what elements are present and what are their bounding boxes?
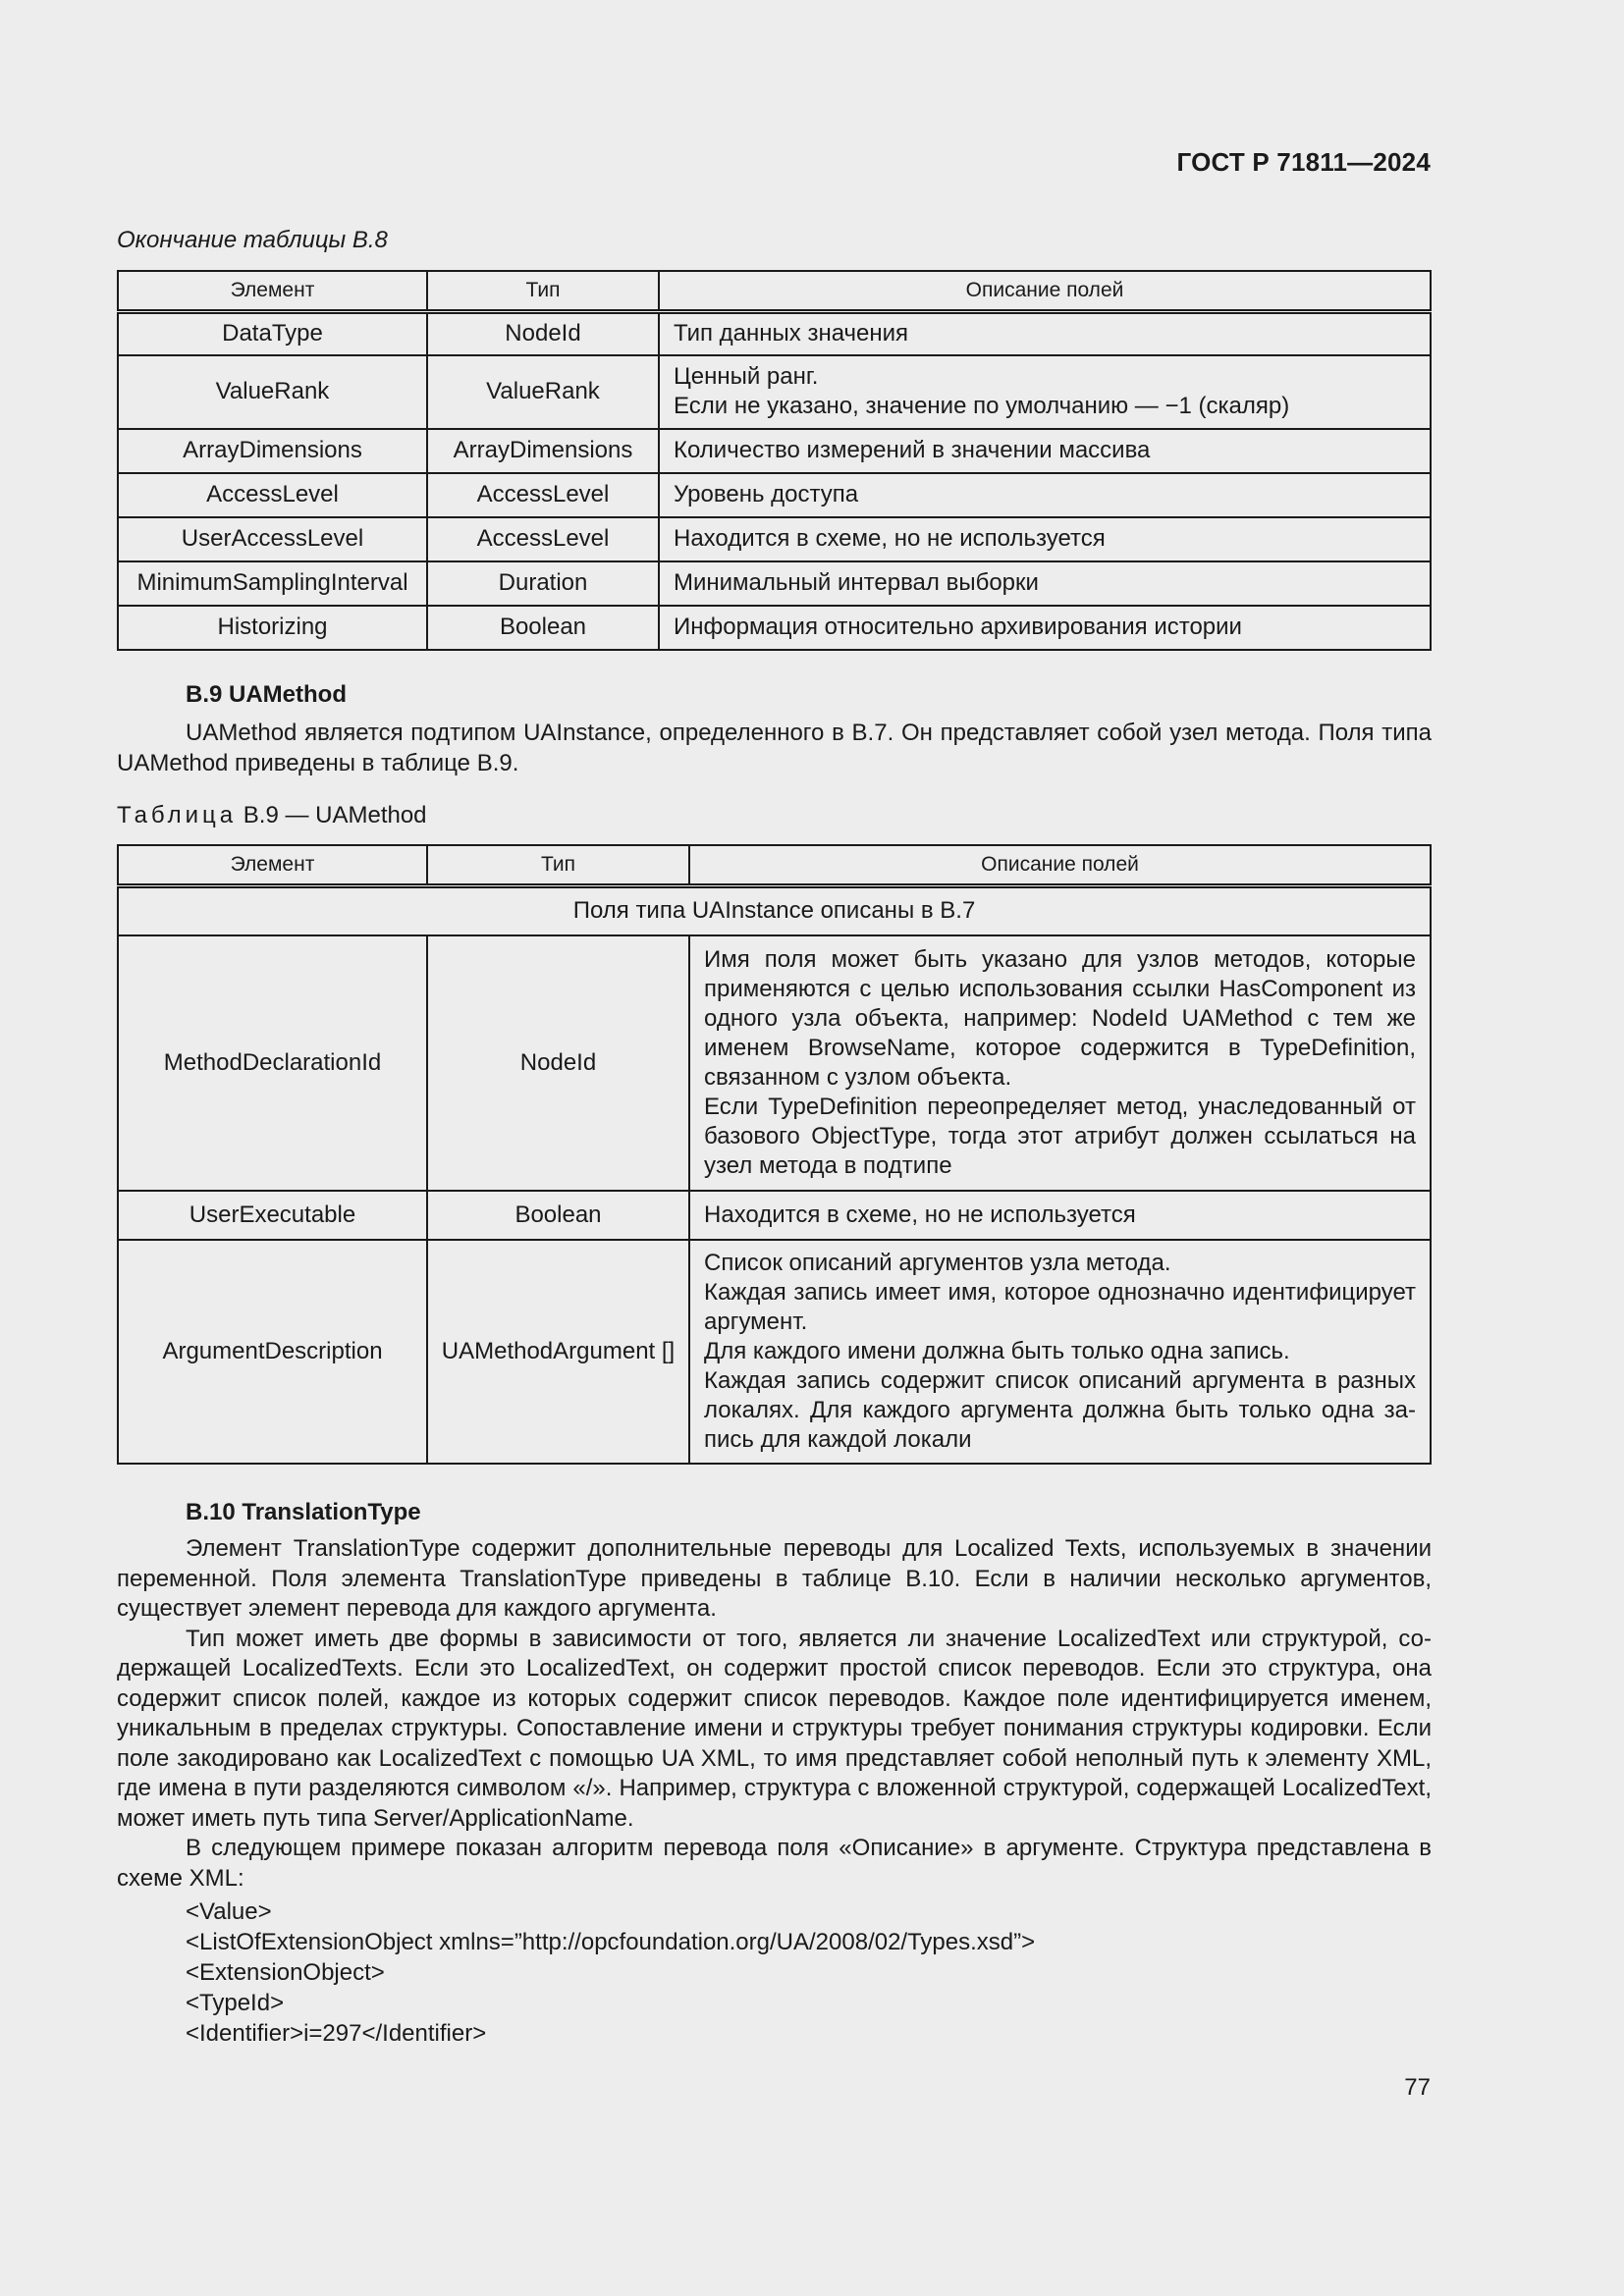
- column-header: Описание полей: [689, 845, 1431, 886]
- column-header: Тип: [427, 845, 689, 886]
- table-header-row: [118, 271, 1431, 312]
- standard-number: ГОСТ Р 71811—2024: [1176, 147, 1431, 177]
- section-paragraph: UAMethod является подтипом UAInstance, определенного в В.7. Он представляет собой узел метода. Поля типа UAMethod приведены в таблице В.9.: [117, 720, 1432, 776]
- column-header: Описание полей: [659, 271, 1431, 312]
- table-b8: [117, 270, 1432, 651]
- table-b8-caption: Окончание таблицы В.8: [117, 227, 388, 253]
- section-heading: В.10 TranslationType: [186, 1499, 421, 1525]
- table-b9: [117, 844, 1432, 1465]
- table-b9-caption: Таблица В.9 — UAMethod: [117, 802, 427, 828]
- section-heading: В.9 UAMethod: [186, 681, 347, 708]
- table-row: UserExecutable Boolean Находится в схеме, но не используется: [118, 1191, 1431, 1240]
- table-header-row: [118, 845, 1431, 886]
- table-row: ArrayDimensions ArrayDimensions Количество измерений в значении массива: [118, 429, 1431, 473]
- column-header: Элемент: [118, 271, 427, 312]
- table-row: ArgumentDescription UAMethodArgument [] Список описаний аргументов узла метода. Каждая запись имеет имя, которое однозначно идентифицирует аргумент. Для каждого имени должна быть только одна запись. Каждая запись содержит список описаний аргумента в разных локалях. Для каждого аргумента должна быть только одна запись для каждой локали: [118, 1240, 1431, 1464]
- table-row: DataType NodeId Тип данных значения: [118, 312, 1431, 355]
- table-row: UserAccessLevel AccessLevel Находится в схеме, но не используется: [118, 517, 1431, 561]
- table-row: MinimumSamplingInterval Duration Минимальный интервал выборки: [118, 561, 1431, 606]
- table-row: Historizing Boolean Информация относительно архивирования истории: [118, 606, 1431, 650]
- column-header: Тип: [427, 271, 659, 312]
- section-paragraphs: Элемент TranslationType содержит дополнительные переводы для Localized Texts, используемых в значении переменной. Поля элемента TranslationType приведены в таблице В.10. Если в наличии несколько аргументов, существует элемент перевода для каждого аргумента. Тип может иметь две формы в зависимости от того, является ли значение LocalizedText или структурой, содержащей LocalizedTexts. Если это LocalizedText, он содержит простой список переводов. Если это структура, она содержит список полей, каждое из которых содержит список переводов. Каждое поле идентифицируется именем, уникальным в пределах структуры. Сопоставление имени и структуры требует понимания структуры кодировки. Если поле закодировано как LocalizedText с помощью UA XML, то имя представляет собой неполный путь к элементу XML, где имена в пути разделяются символом «/». Например, структура с вложенной структурой, содержащей LocalizedText, может иметь путь типа Server/ApplicationName. В следующем примере показан алгоритм перевода поля «Описание» в аргументе. Структура представлена в схеме XML:: [117, 1535, 1432, 1892]
- page-number: 77: [1404, 2074, 1431, 2101]
- column-header: Элемент: [118, 845, 427, 886]
- table-row: AccessLevel AccessLevel Уровень доступа: [118, 473, 1431, 517]
- xml-code-block: <Value> <ListOfExtensionObject xmlns=”http://opcfoundation.org/UA/2008/02/Types.xsd”> <ExtensionObject> <TypeId> <Identifier>i=297</Identifier>: [186, 1898, 1036, 2047]
- table-row: MethodDeclarationId NodeId Имя поля может быть указано для узлов методов, которые применяются с целью использования ссылки HasComponent из одного узла объекта, например: NodeId UAMethod с тем же именем BrowseName, которое содержится в TypeDefinition, связанном с узлом объекта. Если TypeDefinition переопределяет метод, унаследованный от базового ObjectType, тогда этот атрибут должен ссылаться на узел метода в подтипе: [118, 935, 1431, 1191]
- table-span-row: Поля типа UAInstance описаны в В.7: [118, 886, 1431, 935]
- table-row: ValueRank ValueRank Ценный ранг. Если не указано, значение по умолчанию — −1 (скаляр): [118, 355, 1431, 429]
